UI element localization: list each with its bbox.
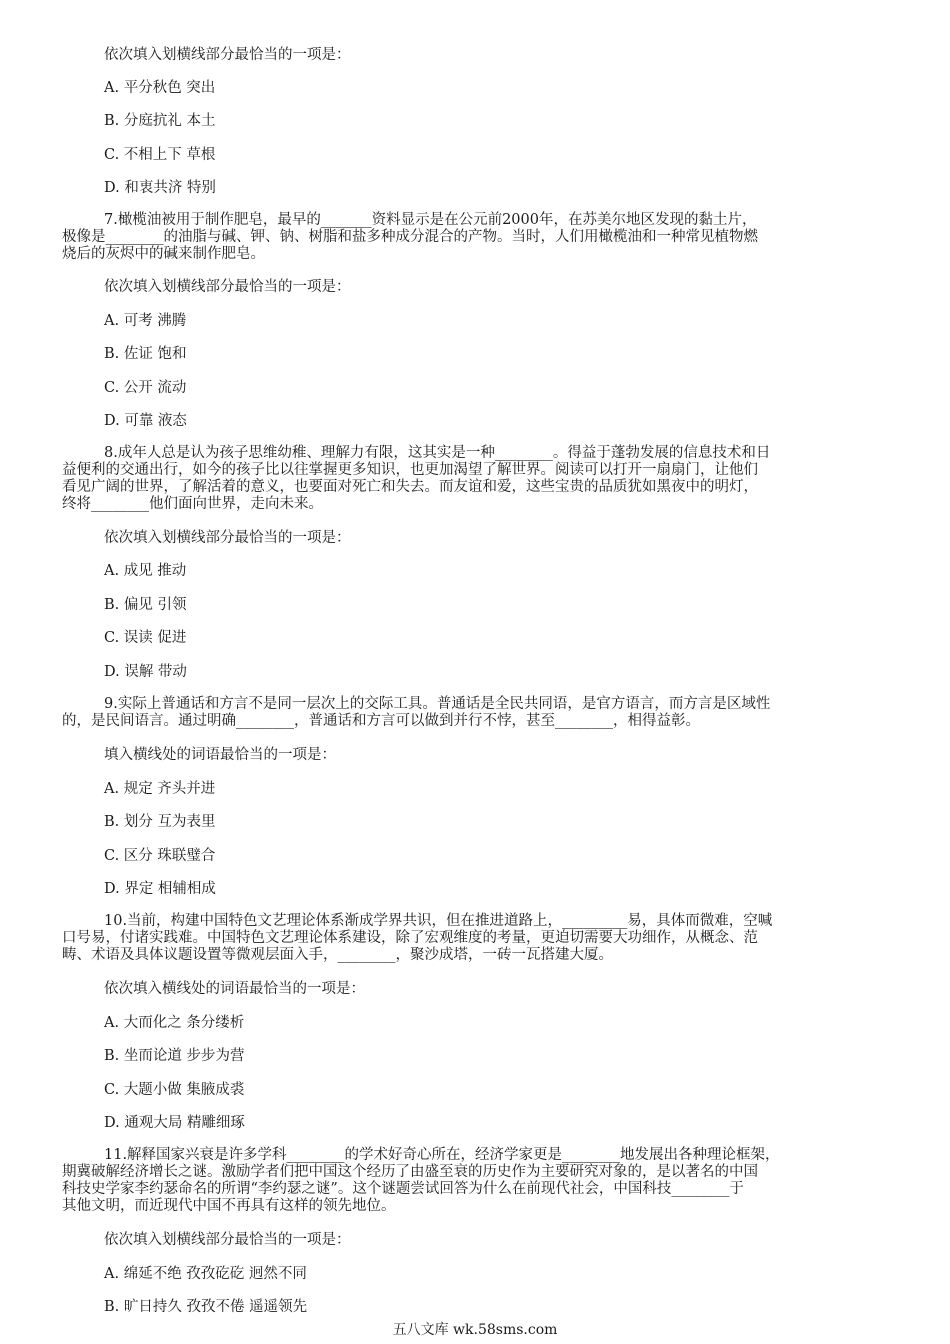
answer-option: D. 误解 带动: [104, 664, 187, 680]
paragraph-line: 其他文明，而近现代中国不再具有这样的领先地位。: [62, 1198, 396, 1214]
answer-option: A. 绵延不绝 孜孜矻矻 迥然不同: [104, 1266, 307, 1282]
paragraph-line: 7.橄榄油被用于制作肥皂，最早的_______资料显示是在公元前2000年，在苏美尔地区发现的黏土片，: [104, 212, 757, 228]
paragraph-line: 畴、术语及具体议题设置等微观层面入手，________，聚沙成塔，一砖一瓦搭建大厦。: [62, 947, 613, 963]
question-prompt: 依次填入划横线部分最恰当的一项是：: [104, 47, 351, 63]
answer-option: C. 不相上下 草根: [104, 147, 216, 163]
paragraph-line: 益便利的交通出行，如今的孩子比以往掌握更多知识，也更加渴望了解世界。阅读可以打开一扇扇门，让他们: [62, 462, 758, 478]
answer-option: A. 可考 沸腾: [104, 313, 187, 329]
answer-option: D. 可靠 液态: [104, 413, 187, 429]
paragraph-line: 10.当前，构建中国特色文艺理论体系渐成学界共识，但在推进道路上，_________易，具体而微难，空喊: [104, 913, 773, 929]
answer-option: C. 公开 流动: [104, 380, 187, 396]
question-paragraph: [62, 696, 879, 730]
question-prompt: 依次填入划横线部分最恰当的一项是：: [104, 279, 351, 295]
answer-option: B. 分庭抗礼 本土: [104, 113, 216, 129]
answer-option: D. 通观大局 精雕细琢: [104, 1115, 245, 1131]
paragraph-line: 8.成年人总是认为孩子思维幼稚、理解力有限，这其实是一种________。得益于蓬勃发展的信息技术和日: [104, 445, 771, 461]
paragraph-line: 烧后的灰烬中的碱来制作肥皂。: [62, 246, 265, 262]
answer-option: B. 佐证 饱和: [104, 346, 187, 362]
answer-option: A. 规定 齐头并进: [104, 781, 216, 797]
paragraph-line: 科技史学家李约瑟命名的所谓“李约瑟之谜”。这个谜题尝试回答为什么在前现代社会，中国科技________于: [62, 1181, 744, 1197]
paragraph-line: 终将________他们面向世界，走向未来。: [62, 496, 323, 512]
question-paragraph: [62, 913, 879, 964]
answer-option: B. 坐而论道 步步为营: [104, 1048, 245, 1064]
answer-option: B. 旷日持久 孜孜不倦 遥遥领先: [104, 1299, 308, 1315]
paragraph-line: 的，是民间语言。通过明确________，普通话和方言可以做到并行不悖，甚至________，相得益彰。: [62, 713, 700, 729]
page-footer: 五八文库 wk.58sms.com: [392, 1322, 558, 1338]
question-prompt: 依次填入划横线部分最恰当的一项是：: [104, 1232, 351, 1248]
answer-option: D. 界定 相辅相成: [104, 881, 216, 897]
paragraph-line: 极像是________的油脂与碱、钾、钠、树脂和盐多种成分混合的产物。当时，人们用橄榄油和一种常见植物燃: [62, 229, 758, 245]
paragraph-line: 9.实际上普通话和方言不是同一层次上的交际工具。普通话是全民共同语，是官方语言，而方言是区域性: [104, 696, 771, 712]
paragraph-line: 口号易，付诸实践难。中国特色文艺理论体系建设，除了宏观维度的考量，更迫切需要大功细作，从概念、范: [62, 930, 758, 946]
answer-option: A. 大而化之 条分缕析: [104, 1015, 245, 1031]
answer-option: C. 误读 促进: [104, 630, 187, 646]
question-paragraph: [62, 1147, 879, 1215]
answer-option: C. 区分 珠联璧合: [104, 848, 216, 864]
question-paragraph: [62, 212, 879, 263]
answer-option: C. 大题小做 集腋成裘: [104, 1082, 245, 1098]
question-paragraph: [62, 445, 879, 513]
paragraph-line: 期冀破解经济增长之谜。激励学者们把中国这个经历了由盛至衰的历史作为主要研究对象的，是以著名的中国: [62, 1164, 758, 1180]
question-prompt: 填入横线处的词语最恰当的一项是：: [104, 747, 336, 763]
question-prompt: 依次填入横线处的词语最恰当的一项是：: [104, 981, 365, 997]
answer-option: A. 平分秋色 突出: [104, 80, 216, 96]
answer-option: B. 划分 互为表里: [104, 814, 216, 830]
answer-option: B. 偏见 引领: [104, 597, 187, 613]
paragraph-line: 看见广阔的世界，了解活着的意义，也要面对死亡和失去。而友谊和爱，这些宝贵的品质犹如黑夜中的明灯，: [62, 479, 758, 495]
answer-option: D. 和衷共济 特别: [104, 180, 216, 196]
answer-option: A. 成见 推动: [104, 563, 187, 579]
paragraph-line: 11.解释国家兴衰是许多学科________的学术好奇心所在，经济学家更是________地发展出各种理论框架，: [104, 1147, 780, 1163]
question-prompt: 依次填入划横线部分最恰当的一项是：: [104, 530, 351, 546]
